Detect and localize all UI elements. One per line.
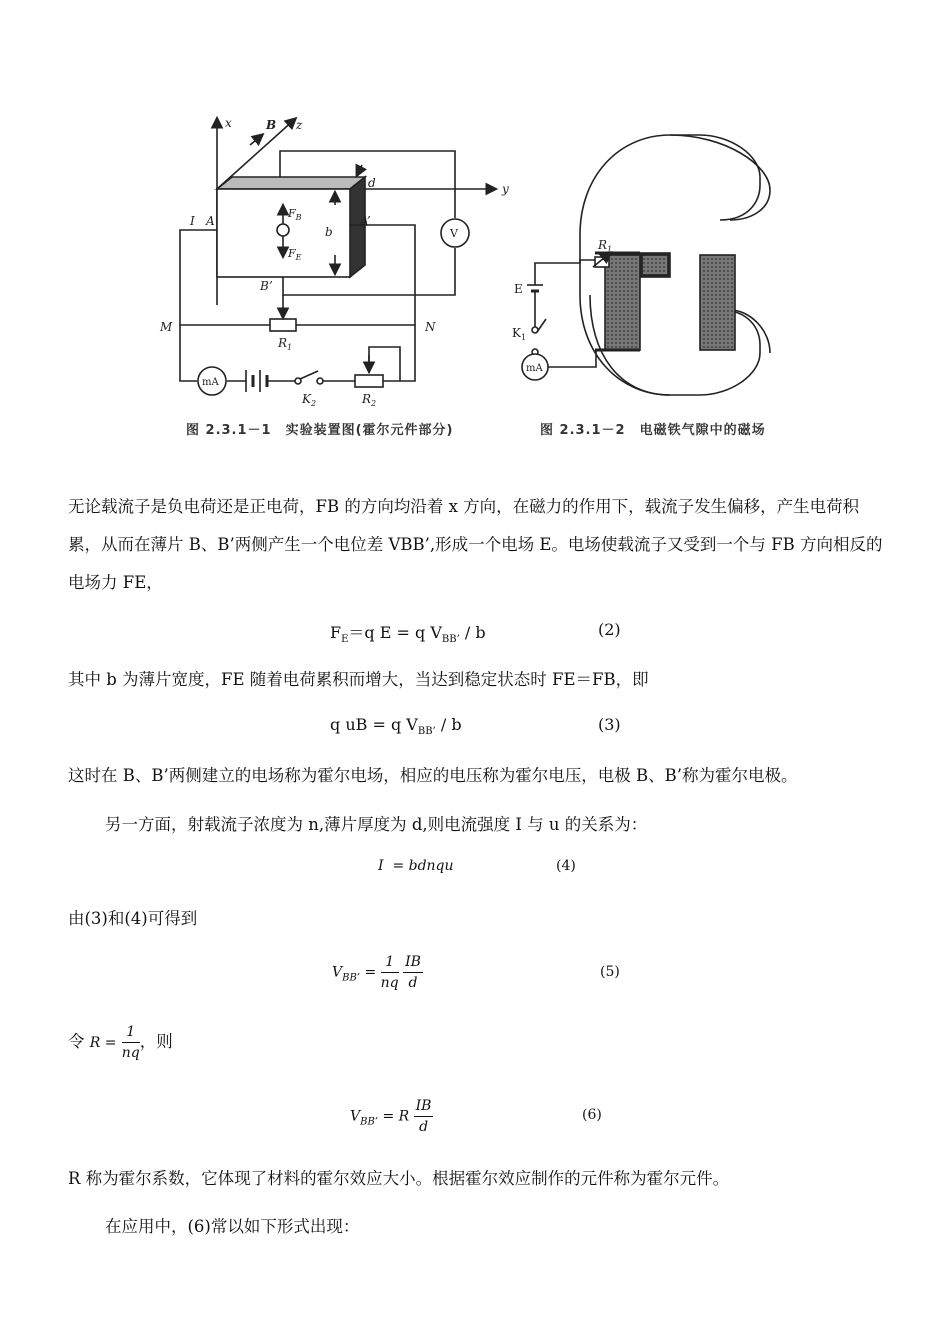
label-r1: $R_1$: [278, 336, 293, 352]
label-ma: mA: [202, 377, 219, 388]
label-z: z: [296, 118, 303, 132]
equation-4-number: (4): [556, 858, 576, 874]
label-m: M: [160, 320, 173, 334]
label-r2: $R_2$: [362, 392, 377, 408]
equation-3: q uB = q $V_{BB’}$ / b: [330, 715, 462, 738]
label-fe: $F_E$: [288, 247, 302, 262]
equation-5: $V_{BB’}$ = $\frac{1}{nq}$ $\frac{IB}{d}$: [332, 954, 421, 991]
label-r1-right: $R_1$: [598, 238, 613, 254]
resistor-r1-right: [595, 257, 609, 267]
equation-6-number: (6): [582, 1107, 602, 1123]
paragraph-5: 由(3)和(4)可得到: [68, 909, 198, 928]
paragraph-8: 在应用中，(6)常以如下形式出现：: [105, 1217, 360, 1236]
label-a: A: [206, 214, 215, 228]
equation-3-number: (3): [598, 715, 621, 734]
equation-4: I = bdnqu: [378, 858, 454, 874]
label-current: I: [190, 214, 195, 228]
label-voltmeter: V: [450, 227, 458, 240]
label-y: y: [502, 182, 509, 196]
equation-2: $F_E=q$ E = q $V_{BB’}$ / b: [330, 623, 486, 646]
label-a-prime: A’: [360, 214, 371, 228]
label-b-width: b: [325, 225, 333, 239]
label-k2: $K_2$: [302, 392, 317, 408]
figure-caption-left: 图 2.3.1－1 实验装置图(霍尔元件部分): [186, 423, 454, 438]
equation-6: $V_{BB’} = R$ $\frac{IB}{d}$: [350, 1098, 432, 1135]
equation-2-number: (2): [598, 620, 621, 639]
equation-5-number: (5): [600, 964, 620, 980]
label-e: E: [514, 282, 523, 296]
paragraph-2: 其中 b 为薄片宽度，FE 随着电荷累积而增大，当达到稳定状态时 FE＝FB，即: [68, 670, 649, 689]
label-b-prime: B’: [260, 279, 273, 293]
paragraph-7: R 称为霍尔系数，它体现了材料的霍尔效应大小。根据霍尔效应制作的元件称为霍尔元件。: [68, 1169, 730, 1188]
label-fb: $F_B$: [288, 207, 302, 222]
label-k1: $K_1$: [512, 326, 527, 342]
paragraph-4: 另一方面，射载流子浓度为 n,薄片厚度为 d,则电流强度 I 与 u 的关系为：: [105, 815, 648, 834]
hall-effect-figure: [150, 105, 810, 450]
hall-plate-top: [217, 177, 365, 189]
resistor-r2: [355, 375, 383, 387]
label-n: N: [425, 320, 436, 334]
label-d: d: [368, 176, 376, 190]
label-ma-right: mA: [526, 363, 543, 374]
paragraph-6: 令 R = $\frac{1}{nq}$ ，则: [68, 1024, 173, 1061]
right-coil: [700, 255, 735, 350]
left-coil: [605, 255, 640, 350]
label-x: x: [225, 116, 232, 130]
figure-caption-right: 图 2.3.1－2 电磁铁气隙中的磁场: [540, 423, 766, 438]
paragraph-1: 无论载流子是负电荷还是正电荷，FB 的方向均沿着 x 方向，在磁力的作用下，载流子发生偏移，产生电荷积累，从而在薄片 B、B’两侧产生一个电位差 VBB’,形成一个电场 E。电场使载流子又受到一个与 FB 方向相反的电场力 FE，: [68, 497, 883, 592]
label-b-field: B: [266, 118, 277, 132]
paragraph-3: 这时在 B、B’两侧建立的电场称为霍尔电场，相应的电压称为霍尔电压，电极 B、B’称为霍尔电极。: [68, 766, 798, 785]
resistor-r1: [270, 319, 296, 331]
